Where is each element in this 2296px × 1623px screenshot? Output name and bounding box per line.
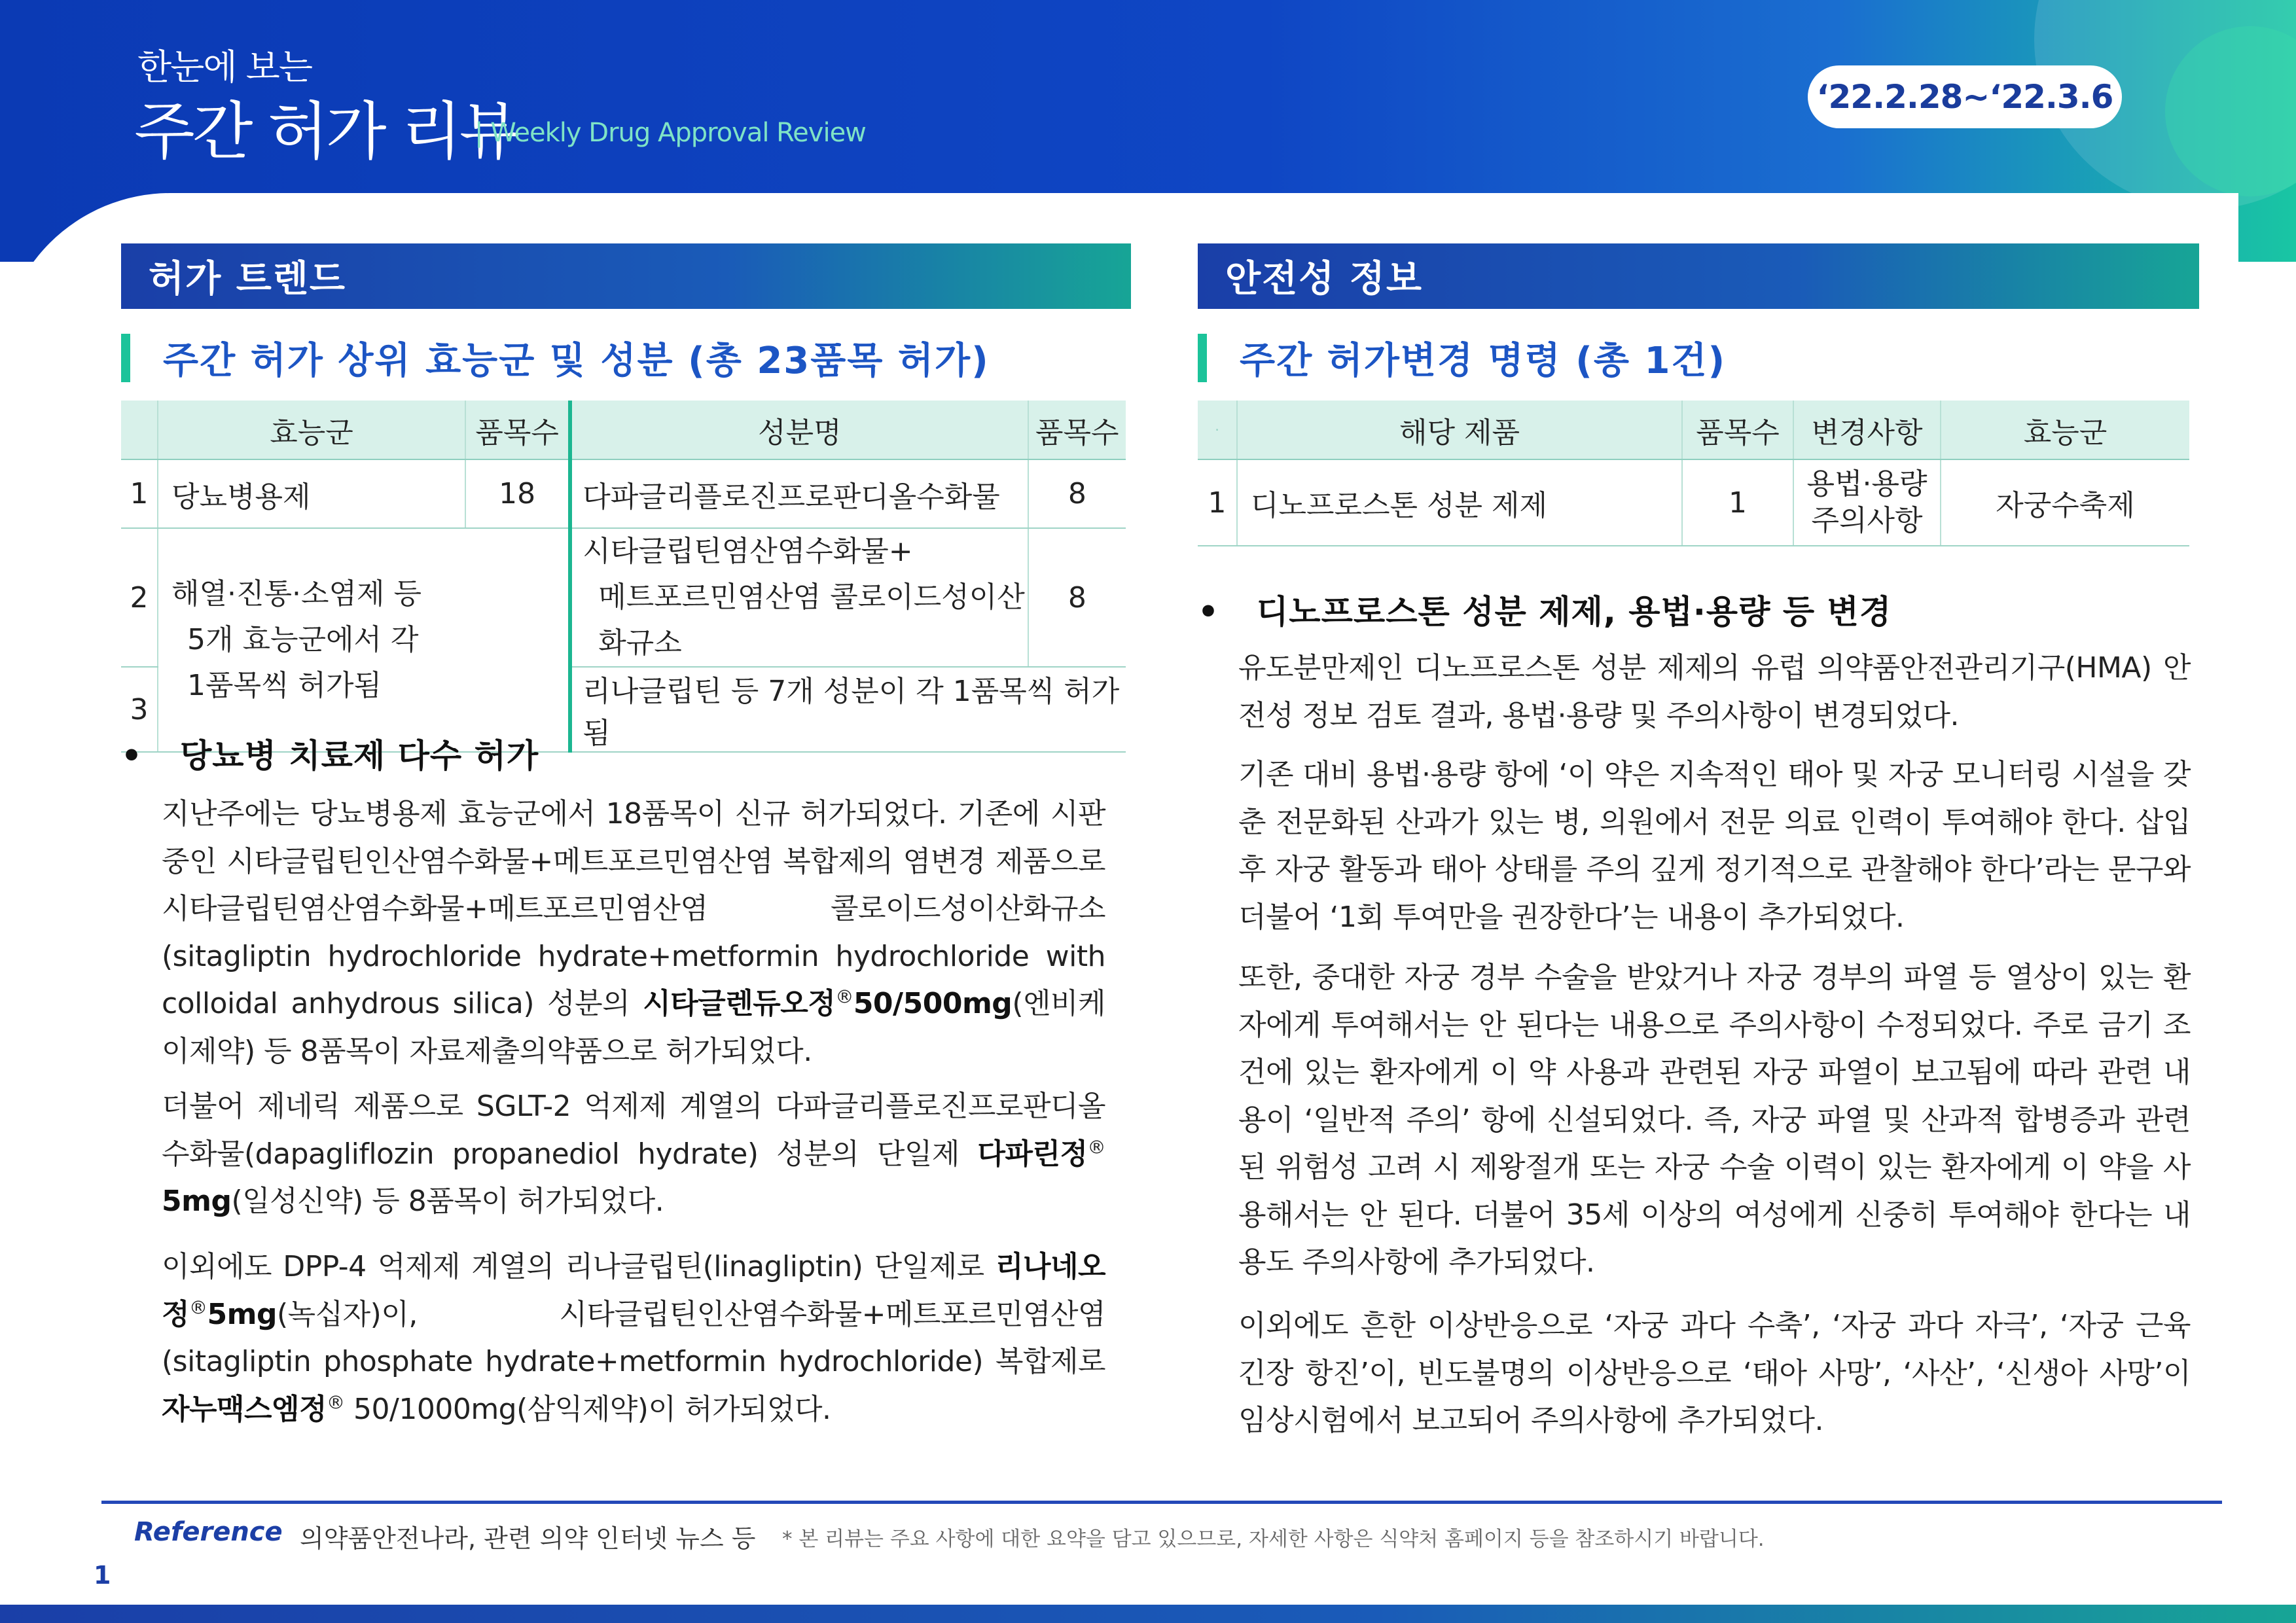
header-english-title: | Weekly Drug Approval Review xyxy=(475,118,866,148)
bullet-dinoprostone xyxy=(1198,586,1892,633)
table-header-num xyxy=(121,401,158,459)
paragraph-text: (엔비케이제약) 등 8품목이 자료제출의약품으로 허가되었다. xyxy=(162,987,1105,1068)
table-header-ing-count: 품목수 xyxy=(1028,401,1126,459)
table-header-ingredient: 성분명 xyxy=(570,401,1028,459)
paragraph xyxy=(162,791,1105,1075)
footer-divider xyxy=(101,1501,2222,1504)
ingredient-line: 메트포르민염산염 콜로이드성이산화규소 xyxy=(598,580,1025,660)
table-header-product: 해당 제품 xyxy=(1237,401,1682,459)
row-number: 2 xyxy=(121,528,158,667)
change-order-table xyxy=(1198,401,2189,546)
table-row xyxy=(1198,459,2189,546)
row-ingredient-summary: 리나글립틴 등 7개 성분이 각 1품목씩 허가됨 xyxy=(570,667,1126,752)
paragraph: 유도분만제인 디노프로스톤 성분 제제의 유럽 의약품안전관리기구(HMA) 안전성 정보 검토 결과, 용법·용량 및 주의사항이 변경되었다. xyxy=(1238,651,2191,732)
section-bar-safety-info: 안전성 정보 xyxy=(1198,243,2199,309)
row-ingredient xyxy=(570,528,1028,667)
row-number: 1 xyxy=(1198,459,1237,546)
ingredient-line: 시타글립틴염산염수화물+ xyxy=(583,535,913,568)
paragraph-text: 더불어 제네릭 제품으로 SGLT-2 억제제 계열의 다파글리플로진프로판디올수화물(dapagliflozin propanediol hydrate) 성분의 단일제 xyxy=(162,1090,1105,1171)
row-group: 당뇨병용제 xyxy=(158,459,465,528)
bullet-dot: • xyxy=(1198,593,1219,631)
page-number: 1 xyxy=(94,1561,111,1590)
registered-mark: ® xyxy=(1087,1135,1105,1158)
paragraph xyxy=(162,1243,1105,1433)
product-name: 리나네오정 xyxy=(162,1250,1105,1331)
merged-group-line: 1품목씩 허가됨 xyxy=(187,669,382,702)
change-line: 주의사항 xyxy=(1811,504,1923,537)
product-strength: 5mg xyxy=(162,1185,232,1218)
bullet-dot: • xyxy=(121,737,143,775)
merged-group-line: 해열·진통·소염제 등 xyxy=(171,577,422,611)
product-name: 자누맥스엠정 xyxy=(162,1392,327,1426)
registered-mark: ® xyxy=(327,1391,345,1413)
row-number: 1 xyxy=(121,459,158,528)
table-header-change: 변경사항 xyxy=(1793,401,1941,459)
table-header-num: · xyxy=(1198,401,1237,459)
table-header-count: 품목수 xyxy=(465,401,570,459)
approval-table-title: 주간 허가 상위 효능군 및 성분 (총 23품목 허가) xyxy=(121,334,990,382)
bottom-strip xyxy=(0,1605,2296,1623)
table-header-count: 품목수 xyxy=(1682,401,1793,459)
paragraph: 또한, 중대한 자궁 경부 수술을 받았거나 자궁 경부의 파열 등 열상이 있는 환자에게 투여해서는 안 된다는 내용으로 주의사항이 수정되었다. 주로 금기 조건에 있는 환자에게 이 약 사용과 관련된 자궁 파열이 보고됨에 따라 관련 내용이 ‘일반적 주의’ 항에 신설되었다. 즉, 자궁 파열 및 산과적 합병증과 관련된 위험성 고려 시 제왕절개 또는 자궁 수술 이력이 있는 환자에게 이 약을 사용해서는 안 된다. 더불어 35세 이상의 여성에게 신중히 투여해야 한다는 내용도 주의사항에 추가되었다. xyxy=(1238,961,2191,1279)
paragraph xyxy=(162,1083,1105,1226)
row-count: 1 xyxy=(1682,459,1793,546)
row-ing-count: 8 xyxy=(1028,459,1126,528)
paragraph-text: 50/1000mg(삼익제약)이 허가되었다. xyxy=(353,1392,831,1426)
row-ing-count: 8 xyxy=(1028,528,1126,667)
row-ingredient: 다파글리플로진프로판디올수화물 xyxy=(570,459,1028,528)
footer-reference-label: Reference xyxy=(134,1517,283,1547)
paragraph-text: (일성신약) 등 8품목이 허가되었다. xyxy=(231,1185,664,1218)
row-count: 18 xyxy=(465,459,570,528)
bullet-title: 당뇨병 치료제 다수 허가 xyxy=(180,737,539,775)
table-header-row xyxy=(121,401,1126,459)
footer-sources: 의약품안전나라, 관련 의약 인터넷 뉴스 등 xyxy=(300,1524,756,1553)
product-name: 시타글렌듀오정 xyxy=(643,987,836,1020)
section-bar-approval-trend: 허가 트렌드 xyxy=(121,243,1131,309)
product-strength: 50/500mg xyxy=(853,987,1013,1020)
header-title: 주간 허가 리뷰 xyxy=(134,95,518,168)
table-header-group: 효능군 xyxy=(1941,401,2189,459)
footer-note: * 본 리뷰는 주요 사항에 대한 요약을 담고 있으므로, 자세한 사항은 식약처 홈페이지 등을 참조하시기 바랍니다. xyxy=(782,1527,1765,1551)
paragraph-text: 지난주에는 당뇨병용제 효능군에서 18품목이 신규 허가되었다. 기존에 시판 중인 시타글립틴인산염수화물+메트포르민염산염 복합제의 염변경 제품으로 시타글립틴염산염수화물+메트포르민염산염 콜로이드성이산화규소(sitagliptin hydrochloride hydrate+metformin hydrochloride with colloidal anhydrous silica) 성분의 xyxy=(162,797,1105,1020)
paragraph: 이외에도 흔한 이상반응으로 ‘자궁 과다 수축’, ‘자궁 과다 자극’, ‘자궁 근육 긴장 항진’이, 빈도불명의 이상반응으로 ‘태아 사망’, ‘사산’, ‘신생아 사망’이 임상시험에서 보고되어 주의사항에 추가되었다. xyxy=(1238,1309,2191,1437)
row-product: 디노프로스톤 성분 제제 xyxy=(1237,459,1682,546)
paragraph-text: 이외에도 DPP-4 억제제 계열의 리나글립틴(linagliptin) 단일제로 xyxy=(162,1250,996,1283)
bullet-diabetes xyxy=(121,730,539,777)
change-line: 용법·용량 xyxy=(1806,467,1928,501)
header-subtitle: 한눈에 보는 xyxy=(137,46,312,88)
registered-mark: ® xyxy=(835,986,853,1008)
approval-table xyxy=(121,401,1126,753)
product-strength: 5mg xyxy=(207,1297,277,1331)
row-number: 3 xyxy=(121,667,158,752)
table-row xyxy=(121,528,1126,667)
row-change xyxy=(1793,459,1941,546)
paragraph: 기존 대비 용법·용량 항에 ‘이 약은 지속적인 태아 및 자궁 모니터링 시설을 갖춘 전문화된 산과가 있는 병, 의원에서 전문 의료 인력이 투여해야 한다. 삽입 후 자궁 활동과 태아 상태를 주의 깊게 정기적으로 관찰해야 한다’라는 문구와 더불어 ‘1회 투여만을 권장한다’는 내용이 추가되었다. xyxy=(1238,758,2191,934)
bullet-title: 디노프로스톤 성분 제제, 용법·용량 등 변경 xyxy=(1257,593,1892,631)
product-name: 다파린정 xyxy=(977,1137,1088,1171)
merged-group-line: 5개 효능군에서 각 xyxy=(187,623,419,656)
table-header-row xyxy=(1198,401,2189,459)
row-group: 자궁수축제 xyxy=(1941,459,2189,546)
table-row xyxy=(121,459,1126,528)
table-header-group: 효능군 xyxy=(158,401,465,459)
paragraph-text: (녹십자)이, 시타글립틴인산염수화물+메트포르민염산염(sitagliptin phosphate hydrate+metformin hydrochloride) 복합제로 xyxy=(162,1297,1105,1378)
registered-mark: ® xyxy=(189,1296,207,1318)
date-range-badge: ‘22.2.28~‘22.3.6 xyxy=(1808,65,2122,128)
merged-group-cell xyxy=(158,528,570,752)
change-table-title: 주간 허가변경 명령 (총 1건) xyxy=(1198,334,1726,382)
